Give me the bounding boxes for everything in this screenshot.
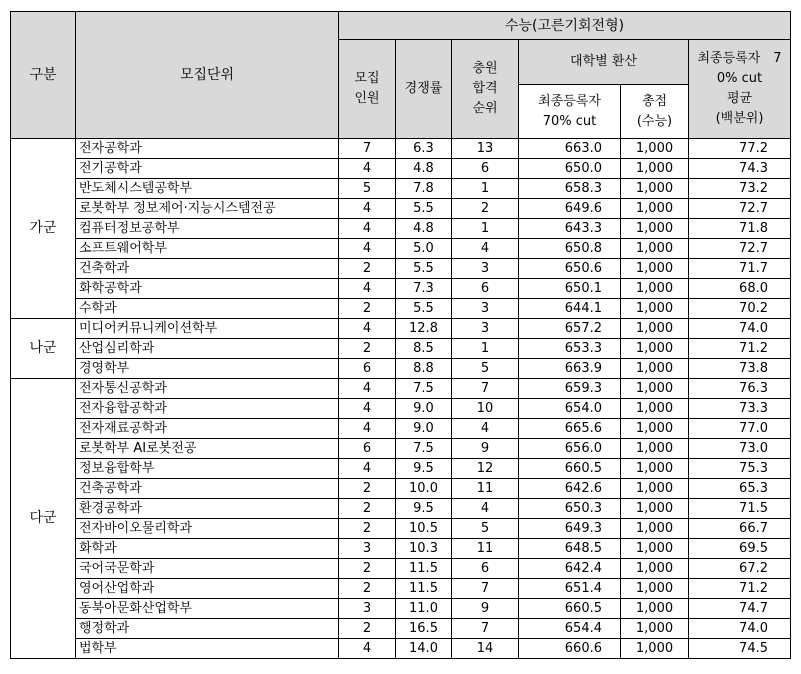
cell-total: 1,000 (621, 139, 689, 159)
cell-competition: 10.3 (396, 539, 452, 559)
cell-final70: 644.1 (519, 299, 621, 319)
cell-waitlist: 5 (452, 519, 519, 539)
cell-waitlist: 12 (452, 459, 519, 479)
cell-final70: 659.3 (519, 379, 621, 399)
cell-final-avg: 76.3 (689, 379, 791, 399)
cell-total: 1,000 (621, 339, 689, 359)
cell-competition: 7.8 (396, 179, 452, 199)
cell-competition: 5.5 (396, 259, 452, 279)
cell-waitlist: 6 (452, 279, 519, 299)
cell-unit: 환경공학과 (76, 499, 339, 519)
cell-final70: 649.3 (519, 519, 621, 539)
cell-competition: 9.5 (396, 499, 452, 519)
cell-total: 1,000 (621, 379, 689, 399)
cell-recruit: 4 (339, 159, 396, 179)
cell-final70: 651.4 (519, 579, 621, 599)
cell-final70: 648.5 (519, 539, 621, 559)
cell-total: 1,000 (621, 279, 689, 299)
cell-final70: 665.6 (519, 419, 621, 439)
cell-competition: 10.5 (396, 519, 452, 539)
cell-unit: 동북아문화산업학부 (76, 599, 339, 619)
cell-final-avg: 68.0 (689, 279, 791, 299)
cell-competition: 7.5 (396, 379, 452, 399)
cell-recruit: 4 (339, 459, 396, 479)
cell-waitlist: 13 (452, 139, 519, 159)
cell-competition: 11.5 (396, 579, 452, 599)
admission-results-table (10, 11, 791, 659)
cell-unit: 반도체시스템공학부 (76, 179, 339, 199)
header-conversion: 대학별 환산 (519, 40, 689, 85)
cell-recruit: 4 (339, 639, 396, 659)
table-row (11, 259, 791, 279)
header-top-title: 수능(고른기회전형) (339, 12, 791, 40)
cell-final-avg: 73.0 (689, 439, 791, 459)
cell-competition: 9.0 (396, 419, 452, 439)
cell-final70: 658.3 (519, 179, 621, 199)
cell-recruit: 6 (339, 359, 396, 379)
table-row (11, 579, 791, 599)
cell-final70: 650.1 (519, 279, 621, 299)
cell-recruit: 2 (339, 339, 396, 359)
cell-final-avg: 71.2 (689, 579, 791, 599)
cell-unit: 수학과 (76, 299, 339, 319)
table-row (11, 199, 791, 219)
cell-waitlist: 7 (452, 379, 519, 399)
cell-final-avg: 73.3 (689, 399, 791, 419)
cell-waitlist: 1 (452, 179, 519, 199)
cell-recruit: 4 (339, 279, 396, 299)
table-row (11, 559, 791, 579)
cell-waitlist: 3 (452, 319, 519, 339)
cell-waitlist: 5 (452, 359, 519, 379)
cell-total: 1,000 (621, 259, 689, 279)
cell-final70: 654.0 (519, 399, 621, 419)
header-waitlist-line2: 합격 (472, 81, 498, 96)
cell-competition: 11.0 (396, 599, 452, 619)
cell-waitlist: 7 (452, 579, 519, 599)
cell-unit: 행정학과 (76, 619, 339, 639)
cell-final-avg: 75.3 (689, 459, 791, 479)
table-row (11, 359, 791, 379)
table-row (11, 219, 791, 239)
cell-competition: 10.0 (396, 479, 452, 499)
table-body (11, 139, 791, 659)
cell-unit: 산업심리학과 (76, 339, 339, 359)
cell-total: 1,000 (621, 519, 689, 539)
cell-unit: 전기공학과 (76, 159, 339, 179)
cell-total: 1,000 (621, 239, 689, 259)
cell-waitlist: 14 (452, 639, 519, 659)
cell-competition: 5.0 (396, 239, 452, 259)
cell-recruit: 2 (339, 479, 396, 499)
cell-competition: 14.0 (396, 639, 452, 659)
cell-competition: 5.5 (396, 199, 452, 219)
table-row (11, 239, 791, 259)
cell-final-avg: 74.7 (689, 599, 791, 619)
cell-total: 1,000 (621, 479, 689, 499)
cell-waitlist: 10 (452, 399, 519, 419)
table-header (11, 12, 791, 139)
cell-final70: 650.3 (519, 499, 621, 519)
cell-final-avg: 65.3 (689, 479, 791, 499)
table-row (11, 599, 791, 619)
cell-recruit: 4 (339, 239, 396, 259)
table-row (11, 159, 791, 179)
cell-unit: 로봇학부 AI로봇전공 (76, 439, 339, 459)
cell-total: 1,000 (621, 499, 689, 519)
cell-final70: 660.5 (519, 599, 621, 619)
cell-recruit: 2 (339, 499, 396, 519)
header-total (621, 85, 689, 139)
cell-final-avg: 74.0 (689, 619, 791, 639)
header-unit: 모집단위 (76, 12, 339, 139)
cell-final70: 642.4 (519, 559, 621, 579)
cell-final70: 660.6 (519, 639, 621, 659)
cell-total: 1,000 (621, 179, 689, 199)
cell-waitlist: 6 (452, 159, 519, 179)
cell-final70: 657.2 (519, 319, 621, 339)
cell-final70: 650.8 (519, 239, 621, 259)
cell-final-avg: 67.2 (689, 559, 791, 579)
cell-recruit: 2 (339, 519, 396, 539)
cell-final-avg: 66.7 (689, 519, 791, 539)
cell-unit: 전자융합공학과 (76, 399, 339, 419)
cell-final-avg: 72.7 (689, 239, 791, 259)
cell-waitlist: 3 (452, 299, 519, 319)
cell-recruit: 4 (339, 399, 396, 419)
cell-unit: 국어국문학과 (76, 559, 339, 579)
cell-final-avg: 77.2 (689, 139, 791, 159)
cell-total: 1,000 (621, 359, 689, 379)
table-row (11, 319, 791, 339)
cell-total: 1,000 (621, 319, 689, 339)
cell-final-avg: 73.2 (689, 179, 791, 199)
cell-final-avg: 70.2 (689, 299, 791, 319)
cell-total: 1,000 (621, 419, 689, 439)
table-row (11, 299, 791, 319)
cell-final-avg: 69.5 (689, 539, 791, 559)
cell-recruit: 2 (339, 299, 396, 319)
group-label: 다군 (11, 379, 76, 659)
cell-total: 1,000 (621, 219, 689, 239)
header-final-avg (689, 40, 791, 139)
cell-recruit: 3 (339, 599, 396, 619)
cell-recruit: 4 (339, 419, 396, 439)
cell-final-avg: 72.7 (689, 199, 791, 219)
header-total-line1: 총점 (641, 93, 668, 109)
cell-final-avg: 74.0 (689, 319, 791, 339)
cell-final-avg: 74.3 (689, 159, 791, 179)
cell-total: 1,000 (621, 399, 689, 419)
cell-final70: 643.3 (519, 219, 621, 239)
header-final-avg-line2: 0% cut (716, 71, 763, 86)
cell-recruit: 2 (339, 259, 396, 279)
cell-final-avg: 77.0 (689, 419, 791, 439)
cell-waitlist: 4 (452, 239, 519, 259)
cell-unit: 영어산업학과 (76, 579, 339, 599)
cell-total: 1,000 (621, 159, 689, 179)
header-final70-line1: 최종등록자 (538, 93, 601, 109)
cell-waitlist: 9 (452, 439, 519, 459)
table-row (11, 419, 791, 439)
cell-recruit: 4 (339, 319, 396, 339)
cell-recruit: 2 (339, 559, 396, 579)
cell-unit: 소프트웨어학부 (76, 239, 339, 259)
cell-final70: 656.0 (519, 439, 621, 459)
header-final-avg-line3: 평균 (726, 91, 753, 106)
cell-final70: 663.0 (519, 139, 621, 159)
admission-results-table-wrapper (10, 11, 791, 659)
cell-recruit: 2 (339, 579, 396, 599)
cell-total: 1,000 (621, 619, 689, 639)
cell-competition: 4.8 (396, 159, 452, 179)
table-row (11, 539, 791, 559)
header-recruit (339, 40, 396, 139)
cell-competition: 8.8 (396, 359, 452, 379)
cell-recruit: 4 (339, 219, 396, 239)
header-final70 (519, 85, 621, 139)
cell-final-avg: 71.8 (689, 219, 791, 239)
cell-competition: 9.5 (396, 459, 452, 479)
cell-competition: 7.3 (396, 279, 452, 299)
table-row (11, 439, 791, 459)
header-group: 구분 (11, 12, 76, 139)
cell-waitlist: 6 (452, 559, 519, 579)
header-waitlist (452, 40, 519, 139)
cell-unit: 전자통신공학과 (76, 379, 339, 399)
cell-recruit: 2 (339, 619, 396, 639)
table-row (11, 279, 791, 299)
cell-unit: 전자재료공학과 (76, 419, 339, 439)
table-row (11, 479, 791, 499)
cell-unit: 법학부 (76, 639, 339, 659)
cell-final70: 663.9 (519, 359, 621, 379)
cell-waitlist: 3 (452, 259, 519, 279)
cell-total: 1,000 (621, 439, 689, 459)
cell-unit: 미디어커뮤니케이션학부 (76, 319, 339, 339)
cell-waitlist: 11 (452, 479, 519, 499)
cell-recruit: 4 (339, 379, 396, 399)
table-row (11, 519, 791, 539)
cell-final-avg: 71.2 (689, 339, 791, 359)
cell-waitlist: 2 (452, 199, 519, 219)
header-final-avg-line4: (백분위) (715, 111, 764, 126)
header-competition: 경쟁률 (396, 40, 452, 139)
cell-recruit: 4 (339, 199, 396, 219)
cell-recruit: 6 (339, 439, 396, 459)
cell-unit: 경영학부 (76, 359, 339, 379)
cell-competition: 5.5 (396, 299, 452, 319)
table-row (11, 499, 791, 519)
cell-competition: 6.3 (396, 139, 452, 159)
cell-final-avg: 71.7 (689, 259, 791, 279)
cell-final70: 654.4 (519, 619, 621, 639)
cell-unit: 정보융합학부 (76, 459, 339, 479)
cell-competition: 16.5 (396, 619, 452, 639)
table-row (11, 619, 791, 639)
header-recruit-line2: 인원 (354, 91, 380, 106)
cell-waitlist: 4 (452, 419, 519, 439)
table-row (11, 339, 791, 359)
cell-unit: 전자바이오물리학과 (76, 519, 339, 539)
header-total-line2: (수능) (636, 113, 673, 129)
cell-final70: 653.3 (519, 339, 621, 359)
cell-unit: 건축공학과 (76, 479, 339, 499)
cell-waitlist: 7 (452, 619, 519, 639)
group-label: 가군 (11, 139, 76, 319)
cell-waitlist: 1 (452, 339, 519, 359)
cell-recruit: 5 (339, 179, 396, 199)
header-waitlist-line1: 충원 (472, 61, 498, 76)
header-final70-line2: 70% cut (542, 113, 597, 129)
cell-competition: 12.8 (396, 319, 452, 339)
header-final-avg-line1: 최종등록자 7 (697, 51, 782, 66)
cell-competition: 8.5 (396, 339, 452, 359)
cell-total: 1,000 (621, 579, 689, 599)
cell-waitlist: 4 (452, 499, 519, 519)
cell-total: 1,000 (621, 459, 689, 479)
cell-total: 1,000 (621, 299, 689, 319)
header-recruit-line1: 모집 (354, 71, 380, 86)
cell-final70: 660.5 (519, 459, 621, 479)
cell-competition: 11.5 (396, 559, 452, 579)
cell-competition: 7.5 (396, 439, 452, 459)
cell-waitlist: 9 (452, 599, 519, 619)
cell-recruit: 3 (339, 539, 396, 559)
cell-total: 1,000 (621, 539, 689, 559)
table-row (11, 179, 791, 199)
cell-unit: 화학과 (76, 539, 339, 559)
cell-total: 1,000 (621, 559, 689, 579)
cell-final70: 649.6 (519, 199, 621, 219)
cell-unit: 전자공학과 (76, 139, 339, 159)
cell-unit: 컴퓨터정보공학부 (76, 219, 339, 239)
cell-unit: 건축학과 (76, 259, 339, 279)
cell-final-avg: 71.5 (689, 499, 791, 519)
header-waitlist-line3: 순위 (472, 101, 498, 116)
cell-total: 1,000 (621, 599, 689, 619)
table-row (11, 379, 791, 399)
table-row (11, 459, 791, 479)
cell-waitlist: 11 (452, 539, 519, 559)
cell-final70: 650.0 (519, 159, 621, 179)
group-label: 나군 (11, 319, 76, 379)
table-row (11, 399, 791, 419)
cell-competition: 9.0 (396, 399, 452, 419)
cell-final70: 650.6 (519, 259, 621, 279)
cell-total: 1,000 (621, 639, 689, 659)
cell-unit: 로봇학부 정보제어·지능시스템전공 (76, 199, 339, 219)
cell-final-avg: 74.5 (689, 639, 791, 659)
cell-unit: 화학공학과 (76, 279, 339, 299)
cell-competition: 4.8 (396, 219, 452, 239)
table-row (11, 639, 791, 659)
cell-recruit: 7 (339, 139, 396, 159)
cell-waitlist: 1 (452, 219, 519, 239)
table-row (11, 139, 791, 159)
cell-final70: 642.6 (519, 479, 621, 499)
cell-total: 1,000 (621, 199, 689, 219)
cell-final-avg: 73.8 (689, 359, 791, 379)
